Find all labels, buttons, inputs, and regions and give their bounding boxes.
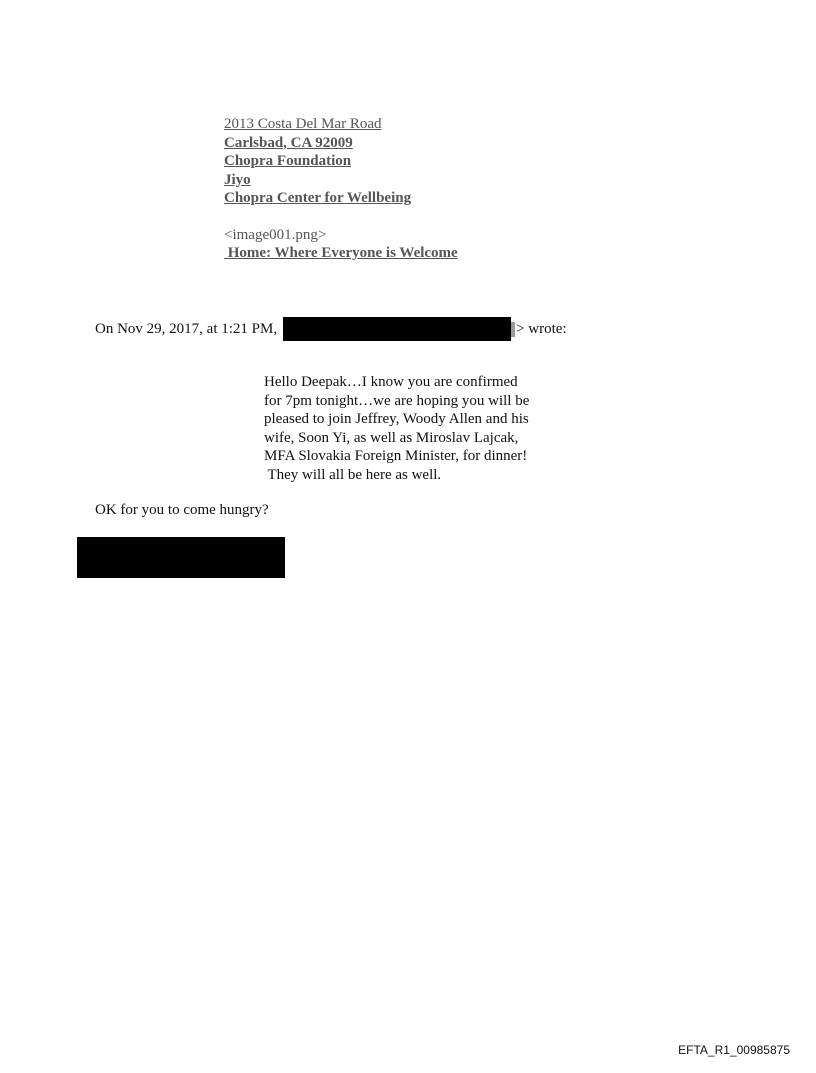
- email-signature: [224, 115, 458, 263]
- chopra-foundation-link[interactable]: Chopra Foundation: [224, 153, 352, 169]
- quoted-line: for 7pm tonight…we are hoping you will be: [264, 392, 530, 409]
- image-reference: <image001.png>: [224, 226, 327, 243]
- chopra-center-link[interactable]: Chopra Center for Wellbeing: [224, 190, 412, 206]
- document-id: EFTA_R1_00985875: [678, 1043, 790, 1057]
- reply-header: [95, 317, 567, 341]
- quoted-line: Hello Deepak…I know you are confirmed: [264, 374, 518, 390]
- redaction-sender: [283, 317, 511, 341]
- quoted-message: [264, 373, 564, 485]
- reply-header-prefix: On Nov 29, 2017, at 1:21 PM,: [95, 320, 278, 337]
- quoted-line: pleased to join Jeffrey, Woody Allen and his: [264, 411, 529, 428]
- quoted-line: wife, Soon Yi, as well as Miroslav Lajcak,: [264, 429, 519, 446]
- redaction-edge: [511, 322, 515, 337]
- quoted-line: They will all be here as well.: [264, 466, 442, 483]
- jiyo-link[interactable]: Jiyo: [224, 171, 251, 188]
- quoted-line: MFA Slovakia Foreign Minister, for dinner!: [264, 448, 528, 465]
- address-link[interactable]: 2013 Costa Del Mar Road: [224, 116, 382, 132]
- city-link[interactable]: Carlsbad, CA 92009: [224, 134, 353, 151]
- home-link[interactable]: Home: Where Everyone is Welcome: [224, 245, 458, 261]
- follow-up-question: OK for you to come hungry?: [95, 502, 269, 518]
- reply-header-suffix: > wrote:: [516, 320, 567, 337]
- redaction-signature: [77, 537, 285, 578]
